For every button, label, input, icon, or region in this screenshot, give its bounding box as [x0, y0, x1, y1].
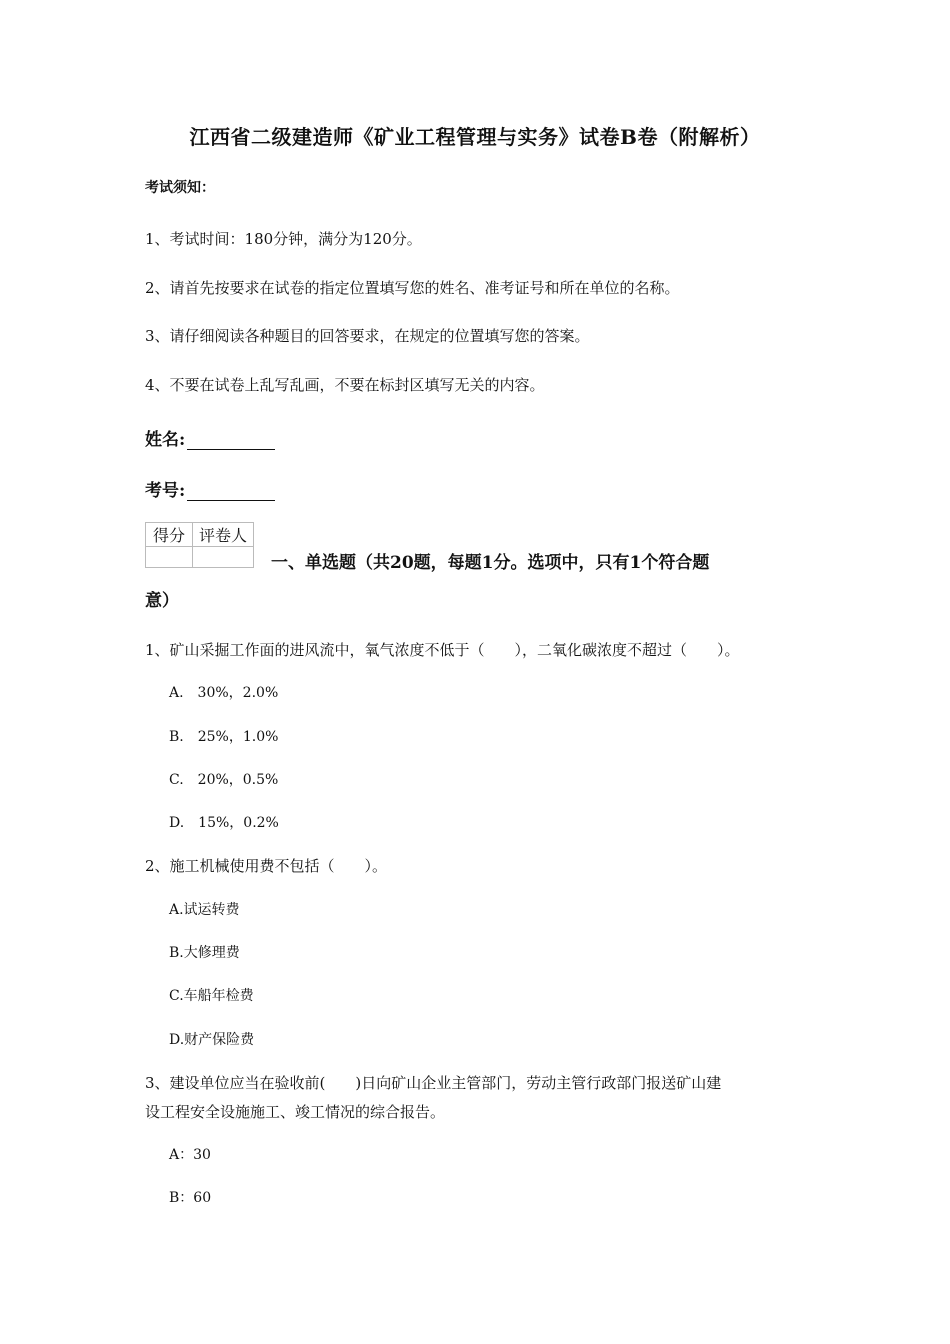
option-1d: D. 15%，0.2%	[169, 815, 279, 831]
section-heading: 一、单选题（共20题，每题1分。选项中，只有1个符合题	[271, 553, 710, 573]
option-2b: B.大修理费	[169, 945, 240, 961]
question-3: 3、建设单位应当在验收前( )日向矿山企业主管部门，劳动主管行政部门报送矿山建	[145, 1074, 722, 1092]
grader-cell[interactable]	[193, 547, 254, 568]
option-2a: A.试运转费	[169, 902, 240, 918]
notice-item: 3、请仔细阅读各种题目的回答要求，在规定的位置填写您的答案。	[145, 327, 590, 345]
id-label: 考号:	[145, 481, 186, 501]
notice-item: 2、请首先按要求在试卷的指定位置填写您的姓名、准考证号和所在单位的名称。	[145, 279, 680, 297]
id-field[interactable]	[145, 476, 275, 501]
score-header: 得分	[146, 523, 193, 547]
name-blank[interactable]	[187, 433, 275, 450]
question-2: 2、施工机械使用费不包括（ ）。	[145, 857, 388, 875]
option-1a: A. 30%，2.0%	[169, 685, 279, 701]
question-3-cont: 设工程安全设施施工、竣工情况的综合报告。	[145, 1103, 446, 1121]
page-title: 江西省二级建造师《矿业工程管理与实务》试卷B卷（附解析）	[189, 125, 761, 149]
option-3a: A：30	[169, 1147, 211, 1163]
question-1: 1、矿山采掘工作面的进风流中，氧气浓度不低于（ ），二氧化碳浓度不超过（ ）。	[145, 641, 740, 659]
notice-heading: 考试须知：	[145, 180, 215, 196]
option-3b: B：60	[169, 1190, 212, 1206]
option-2d: D.财产保险费	[169, 1032, 255, 1048]
name-label: 姓名:	[145, 430, 186, 450]
notice-item: 1、考试时间：180分钟，满分为120分。	[145, 230, 422, 248]
option-2c: C.车船年检费	[169, 988, 254, 1004]
id-blank[interactable]	[187, 484, 275, 501]
option-1b: B. 25%，1.0%	[169, 729, 279, 745]
option-1c: C. 20%，0.5%	[169, 772, 279, 788]
section-heading-cont: 意）	[145, 591, 179, 611]
score-table	[145, 522, 254, 568]
score-cell[interactable]	[146, 547, 193, 568]
name-field[interactable]	[145, 425, 275, 450]
notice-item: 4、不要在试卷上乱写乱画，不要在标封区填写无关的内容。	[145, 376, 545, 394]
grader-header: 评卷人	[193, 523, 254, 547]
